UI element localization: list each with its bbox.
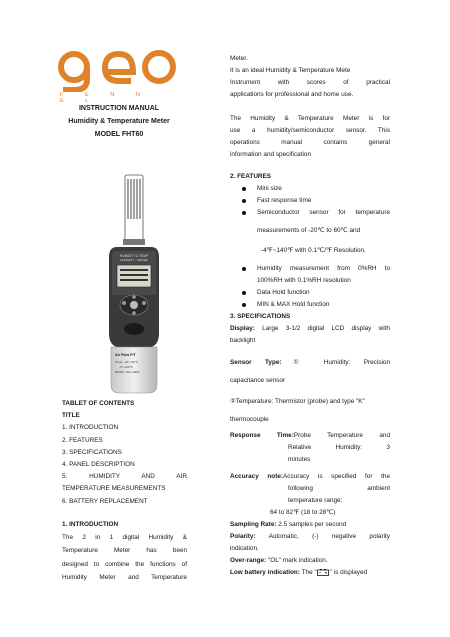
temperature-range-line: measurements of -20℃ to 60℃ and [257,227,361,234]
product-name: Humidity & Temperature Meter [68,118,170,125]
intro-heading: 1. INTRODUCTION [62,521,119,528]
humidity-range-line: 100%RH with 0.1%RH resolution [257,277,351,284]
accuracy-text-line: following ambient [288,485,390,492]
over-range-label: Over-range: [230,557,267,564]
sensor-type-spec [230,357,390,369]
intro-line: The 2 in 1 digital Humidity & [62,534,187,542]
intro-continued: It is an ideal Humidity & Temperature Mete [230,67,351,74]
response-label: Response Time: [230,432,294,439]
polarity-cont: indication. [230,545,259,552]
manual-title-block [55,102,183,141]
accuracy-label: Accuracy note: [230,473,284,480]
meter-illustration [105,173,163,395]
sensor-type-label: Sensor Type: [230,359,282,366]
sensor-paragraph-line: use a humidity/semiconductor sensor. This [230,127,390,134]
response-text: Probe Temperature and [293,432,390,439]
response-text-line: Relative Humidity: 3 [288,444,390,451]
feature-item: Data Hold function [230,287,390,299]
sensor-paragraph-line: The Humidity & Temperature Meter is for [230,115,390,122]
toc-item: 6. BATTERY REPLACEMENT [62,497,148,505]
toc-item: 4. PANEL DESCRIPTION [62,460,135,468]
display-spec-cont: backlight [230,337,256,344]
temperature-sensor-line: thermocouple [230,416,269,423]
accuracy-text: Accuracy is specified for the [283,473,391,480]
sensor-type-cont: capacitance sensor [230,377,286,384]
response-text-line: minutes [288,456,311,463]
device-tag-1: Air Flow P/T [115,353,136,357]
polarity-label: Polarity: [230,533,256,540]
response-time-spec [230,430,390,442]
feature-item: Mini size [230,183,390,195]
toc-item: 5. HUMIDITY AND AIR [62,473,187,481]
accuracy-text-line: 64 to 82℉ (18 to 28℃) [270,509,336,516]
intro-continued: Instrument with scores of practical [230,79,390,86]
over-range-spec [230,555,390,567]
device-label-1: HUMIDITY & TEMP [119,254,149,258]
temperature-range-line: -4℉~140℉ with 0.1℃/℉ Resolution. [261,247,366,254]
sampling-rate-spec [230,519,390,531]
sampling-text: 2.5 samples per second [276,521,347,528]
model-number: MODEL FHT60 [94,131,144,138]
manual-heading: INSTRUCTION MANUAL [78,105,160,112]
feature-item: MIN & MAX Hold function [230,299,390,311]
sensor-type-text: ① Humidity: Precision [281,359,390,366]
power-button-icon [130,301,138,309]
toc-item: 1. INTRODUCTION [62,424,119,432]
polarity-text: Automatic, (-) negative polarity [255,533,390,540]
features-heading: 2. FEATURES [230,173,272,180]
brand-subtitle: F E N N E L [60,92,150,104]
device-label-2: HUMIDITY - METER [120,258,148,262]
accuracy-text-line: temperature range: [288,497,343,504]
toc-title: TITLE [62,412,80,420]
sensor-paragraph-line: operations manual contains general [230,139,390,146]
intro-continued: applications for professional and home use. [230,91,354,98]
low-battery-label: Low battery indication: [230,569,300,576]
toc-item: 3. SPECIFICATIONS [62,448,122,456]
sampling-label: Sampling Rate: [230,521,277,528]
right-column [230,53,390,579]
intro-continued: Meter. [230,55,248,62]
low-battery-text-a: The " [299,569,317,576]
feature-item: Semiconductor sensor for temperature [230,207,390,219]
toc-heading: TABLET OF CONTENTS [62,400,135,407]
polarity-spec [230,531,390,543]
intro-line: designed to combine the functions of [62,560,187,568]
display-spec [230,323,390,335]
device-tag-2: Temp: -20°~60°C [115,360,138,364]
over-range-text: "OL" mark indication. [266,557,328,564]
feature-item: Fast response time [230,195,390,207]
temperature-sensor-line: ②Temperature: Thermistor (probe) and type "K" [230,398,365,405]
intro-line: Humidity Meter and Temperature [62,573,187,581]
device-tag-4: RH/DP: 0%~100% [115,370,140,374]
introduction-section [62,518,187,584]
battery-icon [317,569,330,576]
specifications-heading: 3. SPECIFICATIONS [230,313,291,320]
sensor-paragraph-line: information and specification [230,151,311,158]
accuracy-spec [230,471,390,483]
toc-item: 2. FEATURES [62,436,103,444]
display-text: Large 3-1/2 digital LCD display with [254,325,390,332]
feature-item: Humidity measurement from 0%RH to [230,263,390,275]
device-tag-3: -4°~140°F [119,365,133,369]
table-of-contents [62,398,187,508]
intro-line: Temperature Meter has been [62,547,187,555]
geo-fennel-logo [55,48,183,92]
low-battery-text-b: " is displayed [329,569,368,576]
low-battery-spec [230,567,390,579]
toc-item: TEMPERATURE MEASUREMENTS [62,485,166,493]
display-label: Display: [230,325,255,332]
